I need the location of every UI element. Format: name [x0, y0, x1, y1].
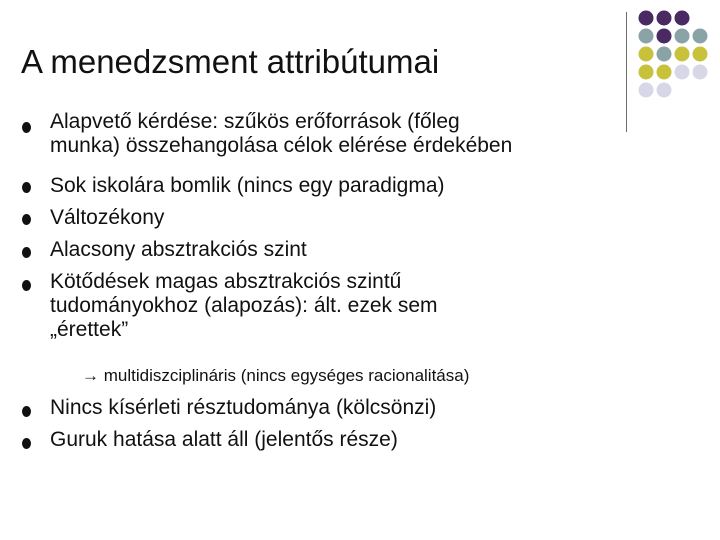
bullet-item	[50, 174, 445, 198]
decorative-dot	[693, 65, 708, 80]
bullet-item	[50, 270, 438, 342]
bullet-icon	[22, 182, 31, 193]
bullet-item	[50, 110, 512, 158]
decorative-dot	[657, 11, 672, 26]
bullet-icon	[22, 406, 31, 417]
bullet-item	[50, 238, 307, 262]
decorative-dot	[657, 29, 672, 44]
decorative-dot	[693, 29, 708, 44]
decorative-dot	[657, 47, 672, 62]
bullet-line: Kötődések magas absztrakciós szintű	[50, 270, 402, 293]
decorative-dot	[675, 65, 690, 80]
bullet-item	[50, 428, 398, 452]
decorative-dot	[657, 83, 672, 98]
decorative-dot	[693, 47, 708, 62]
bullet-item	[50, 396, 436, 420]
decorative-dot	[639, 47, 654, 62]
bullet-line: Guruk hatása alatt áll (jelentős része)	[50, 428, 398, 451]
bullet-icon	[22, 247, 31, 258]
decorative-dot	[639, 11, 654, 26]
decorative-dot	[639, 29, 654, 44]
bullet-line: Sok iskolára bomlik (nincs egy paradigma)	[50, 174, 445, 197]
slide-title: A menedzsment attribútumai	[21, 43, 440, 80]
bullet-item	[50, 206, 164, 230]
decorative-dot	[675, 47, 690, 62]
decorative-dot	[675, 29, 690, 44]
bullet-icon	[22, 214, 31, 225]
bullet-line: munka) összehangolása célok elérése érdekében	[50, 134, 513, 157]
decorative-dot	[639, 65, 654, 80]
bullet-line: Alacsony absztrakciós szint	[50, 238, 307, 261]
sub-note: → multidiszciplináris (nincs egységes racionalitása)	[82, 366, 470, 385]
bullet-line: Alapvető kérdése: szűkös erőforrások (főleg	[50, 110, 460, 133]
bullet-icon	[22, 438, 31, 449]
bullet-line: Nincs kísérleti résztudománya (kölcsönzi)	[50, 396, 437, 419]
decorative-dot	[639, 83, 654, 98]
bullet-icon	[22, 122, 31, 133]
bullet-line: Változékony	[50, 206, 165, 229]
bullet-line: „érettek”	[50, 318, 129, 341]
decorative-dot	[675, 11, 690, 26]
decorative-dot	[657, 65, 672, 80]
bullet-icon	[22, 280, 31, 291]
bullet-line: tudományokhoz (alapozás): ált. ezek sem	[50, 294, 438, 317]
